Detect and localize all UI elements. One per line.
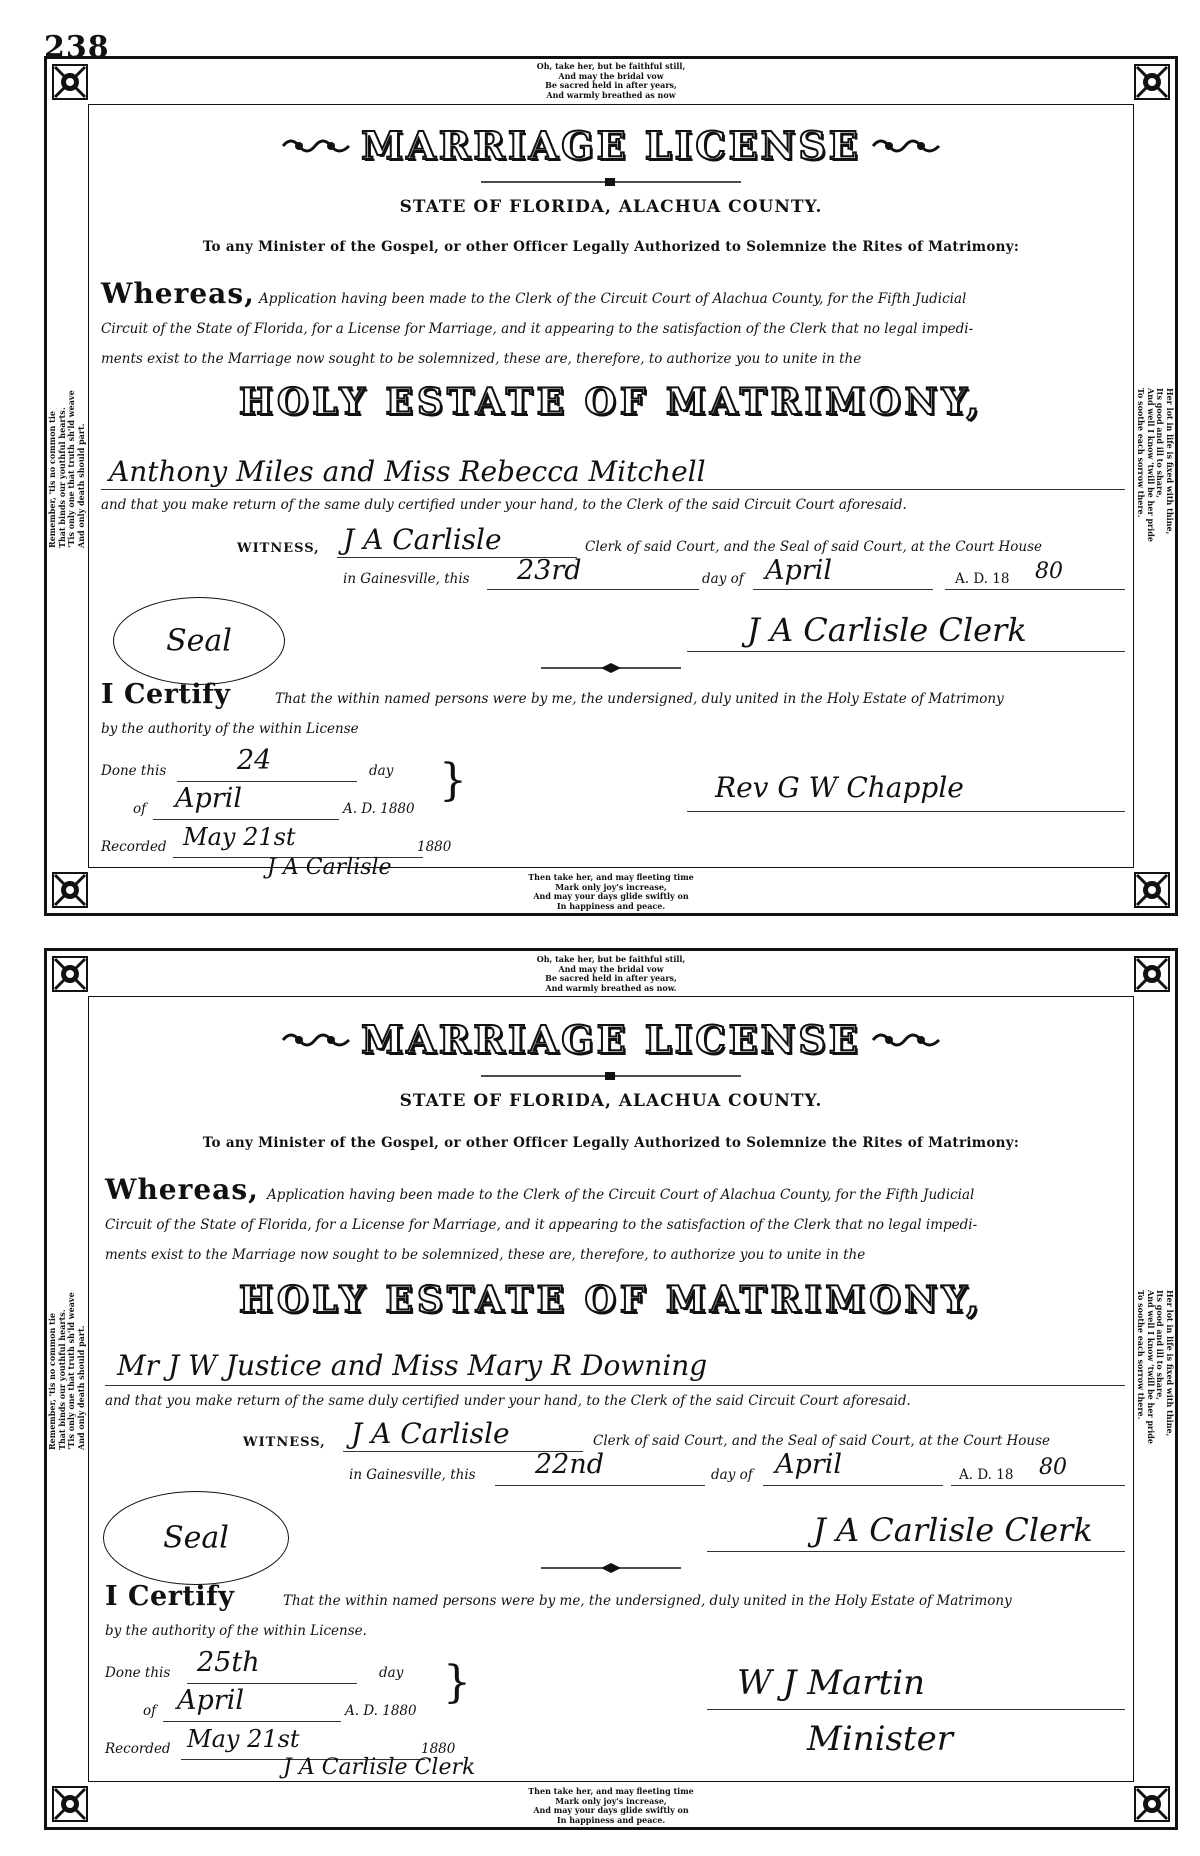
- recorded-year: 1880: [421, 1741, 456, 1757]
- officiant-line: [707, 1709, 1125, 1710]
- license-day: 22nd: [535, 1449, 605, 1480]
- done-day-line: [187, 1683, 357, 1684]
- done-month: April: [177, 1685, 244, 1716]
- state-line: STATE OF FLORIDA, ALACHUA COUNTY.: [399, 1091, 823, 1111]
- day-line: [495, 1485, 705, 1486]
- recorded-label: Recorded: [101, 839, 167, 855]
- brace-icon: }: [443, 1657, 471, 1708]
- whereas-text-3: ments exist to the Marriage now sought to be solemnized, these are, therefore, to authorize you to unite in the: [105, 1247, 866, 1263]
- officiant-signature: Rev G W Chapple: [715, 771, 964, 804]
- recorded-signature: J A Carlisle Clerk: [283, 1755, 476, 1780]
- witness-label: WITNESS,: [243, 1435, 326, 1450]
- scroll-ornament-icon: [871, 134, 941, 158]
- court-seal: Seal: [113, 597, 285, 685]
- license-title: MARRIAGE LICENSE: [361, 1017, 861, 1062]
- done-day: 25th: [197, 1647, 260, 1678]
- divider-ornament-icon: [541, 1563, 681, 1573]
- day-of-label: day of: [711, 1467, 753, 1483]
- witness-signature: J A Carlisle: [343, 523, 502, 556]
- return-text: and that you make return of the same duly certified under your hand, to the Clerk of the said Circuit Court aforesaid.: [105, 1393, 911, 1409]
- page-number: 238: [44, 30, 110, 65]
- certify-text-1: That the within named persons were by me, the undersigned, duly united in the Holy Estate of Matrimony: [283, 1593, 1012, 1609]
- month-line: [763, 1485, 943, 1486]
- whereas-text-3: ments exist to the Marriage now sought to be solemnized, these are, therefore, to authorize you to unite in the: [101, 351, 862, 367]
- certify-heading: I Certify: [105, 1581, 235, 1612]
- done-this-label: Done this: [105, 1665, 171, 1681]
- in-gainesville-label: in Gainesville, this: [349, 1467, 476, 1483]
- done-month-line: [153, 819, 339, 820]
- done-ad: A. D. 1880: [345, 1703, 417, 1719]
- officiant-title: Minister: [807, 1719, 953, 1759]
- state-line: STATE OF FLORIDA, ALACHUA COUNTY.: [399, 197, 823, 217]
- address-line: To any Minister of the Gospel, or other Officer Legally Authorized to Solemnize the Rites of Matrimony:: [202, 239, 1020, 255]
- recorded-date: May 21st: [187, 1725, 300, 1753]
- matrimony-heading: HOLY ESTATE OF MATRIMONY,: [238, 381, 984, 423]
- matrimony-heading: HOLY ESTATE OF MATRIMONY,: [238, 1279, 984, 1321]
- left-verse: Remember, 'tis no common tie That binds our youthful hearts. 'Tis only one that truth sh'ld weave And only death should part.: [47, 390, 86, 548]
- court-seal: Seal: [103, 1491, 289, 1585]
- return-text: and that you make return of the same duly certified under your hand, to the Clerk of the said Circuit Court aforesaid.: [101, 497, 907, 513]
- witness-signature: J A Carlisle: [351, 1417, 510, 1450]
- day-of-label: day of: [702, 571, 744, 587]
- done-ad: A. D. 1880: [343, 801, 415, 817]
- names-line: [101, 489, 1125, 490]
- day-label: day: [369, 763, 394, 779]
- year-line: [951, 1485, 1125, 1486]
- month-line: [753, 589, 933, 590]
- day-label: day: [379, 1665, 404, 1681]
- whereas-text-1: Application having been made to the Clerk of the Circuit Court of Alachua County, for the Fifth Judicial: [267, 1187, 975, 1203]
- whereas-text-2: Circuit of the State of Florida, for a License for Marriage, and it appearing to the satisfaction of the Clerk that no legal impedi-: [101, 321, 974, 337]
- clerk-line: [707, 1551, 1125, 1552]
- divider-ornament-icon: [481, 177, 741, 187]
- divider-ornament-icon: [481, 1071, 741, 1081]
- year-line: [945, 589, 1125, 590]
- bottom-verse: Then take her, and may fleeting time Mark only joy's increase, And may your days glide swiftly on In happiness and peace.: [528, 1786, 694, 1825]
- marriage-license-1: [44, 56, 1178, 916]
- recorded-date: May 21st: [183, 823, 296, 851]
- done-this-label: Done this: [101, 763, 167, 779]
- done-day: 24: [237, 745, 272, 776]
- done-month: April: [175, 783, 242, 814]
- left-verse: Remember, 'tis no common tie That binds our youthful hearts. 'Tis only one that truth sh'ld weave And only death should part.: [47, 1292, 86, 1450]
- license-day: 23rd: [517, 555, 582, 586]
- license-year: 80: [1039, 1455, 1067, 1480]
- certify-text-2: by the authority of the within License: [101, 721, 359, 737]
- of-label: of: [133, 801, 147, 817]
- title-block: [47, 1017, 1175, 1062]
- names-line: [105, 1385, 1125, 1386]
- clerk-text: Clerk of said Court, and the Seal of said Court, at the Court House: [585, 539, 1043, 555]
- ad-label: A. D. 18: [955, 571, 1010, 587]
- scroll-ornament-icon: [281, 1028, 351, 1052]
- witness-label: WITNESS,: [237, 541, 320, 556]
- done-day-line: [177, 781, 357, 782]
- of-label: of: [143, 1703, 157, 1719]
- done-month-line: [163, 1721, 341, 1722]
- brace-icon: }: [439, 755, 467, 806]
- license-year: 80: [1035, 559, 1063, 584]
- title-block: [47, 123, 1175, 168]
- certify-text-1: That the within named persons were by me, the undersigned, duly united in the Holy Estate of Matrimony: [275, 691, 1004, 707]
- right-verse: Her lot in life is fixed with thine, Its good and ill to share, And well I know 'twill be her pride To soothe each sorrow there.: [1136, 388, 1175, 542]
- clerk-text: Clerk of said Court, and the Seal of said Court, at the Court House: [593, 1433, 1051, 1449]
- ad-label: A. D. 18: [959, 1467, 1014, 1483]
- clerk-line: [687, 651, 1125, 652]
- scroll-ornament-icon: [871, 1028, 941, 1052]
- clerk-signature: J A Carlisle Clerk: [747, 611, 1027, 649]
- address-line: To any Minister of the Gospel, or other Officer Legally Authorized to Solemnize the Rites of Matrimony:: [202, 1135, 1020, 1151]
- officiant-signature: W J Martin: [737, 1663, 925, 1703]
- whereas-text-2: Circuit of the State of Florida, for a License for Marriage, and it appearing to the satisfaction of the Clerk that no legal impedi-: [105, 1217, 978, 1233]
- couple-names: Anthony Miles and Miss Rebecca Mitchell: [109, 455, 706, 488]
- recorded-signature: J A Carlisle: [267, 855, 392, 880]
- certify-heading: I Certify: [101, 679, 231, 710]
- certify-text-2: by the authority of the within License.: [105, 1623, 367, 1639]
- license-month: April: [775, 1449, 842, 1480]
- in-gainesville-label: in Gainesville, this: [343, 571, 470, 587]
- bottom-verse: Then take her, and may fleeting time Mark only joy's increase, And may your days glide swiftly on In happiness and peace.: [528, 872, 694, 911]
- officiant-line: [687, 811, 1125, 812]
- scroll-ornament-icon: [281, 134, 351, 158]
- whereas-heading: Whereas,: [101, 277, 255, 310]
- license-month: April: [765, 555, 832, 586]
- couple-names: Mr J W Justice and Miss Mary R Downing: [117, 1349, 708, 1382]
- top-verse: Oh, take her, but be faithful still, And may the bridal vow Be sacred held in after years, And warmly breathed as now: [536, 61, 686, 100]
- recorded-label: Recorded: [105, 1741, 171, 1757]
- right-verse: Her lot in life is fixed with thine, Its good and ill to share, And well I know 'twill be her pride To soothe each sorrow there.: [1136, 1290, 1175, 1444]
- day-line: [487, 589, 699, 590]
- clerk-signature: J A Carlisle Clerk: [813, 1511, 1093, 1549]
- marriage-license-2: [44, 948, 1178, 1830]
- top-verse: Oh, take her, but be faithful still, And may the bridal vow Be sacred held in after years, And warmly breathed as now.: [536, 954, 686, 993]
- whereas-text-1: Application having been made to the Clerk of the Circuit Court of Alachua County, for the Fifth Judicial: [259, 291, 967, 307]
- divider-ornament-icon: [541, 663, 681, 673]
- recorded-year: 1880: [417, 839, 452, 855]
- whereas-heading: Whereas,: [105, 1173, 259, 1206]
- license-title: MARRIAGE LICENSE: [361, 123, 861, 168]
